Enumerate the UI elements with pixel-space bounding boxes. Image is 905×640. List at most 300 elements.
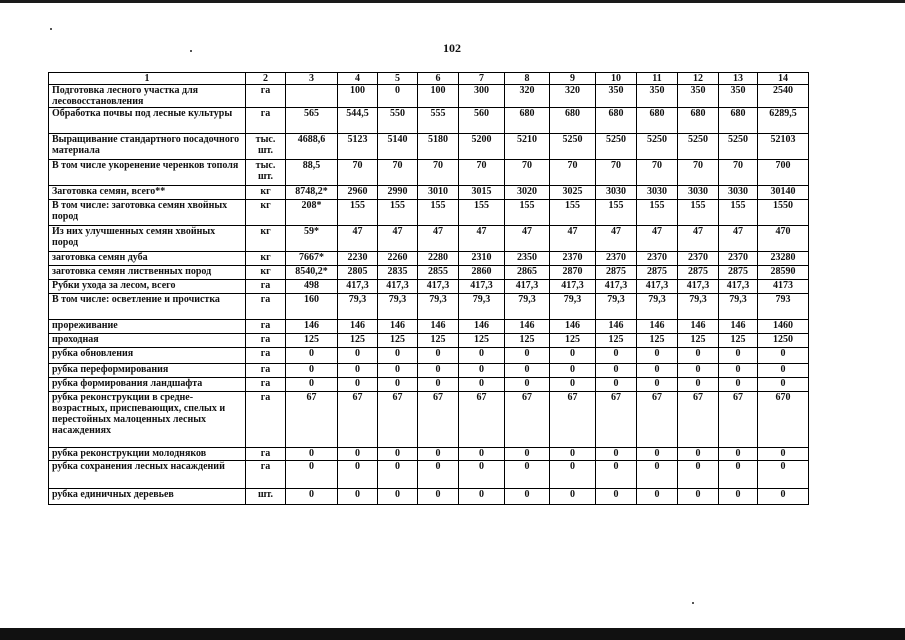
value-cell: 70 [418, 160, 459, 186]
value-cell: 88,5 [286, 160, 338, 186]
value-cell: 417,3 [378, 280, 418, 294]
value-cell: 0 [637, 489, 678, 505]
value-cell: 0 [505, 364, 550, 378]
value-cell: 208* [286, 200, 338, 226]
value-cell: 70 [637, 160, 678, 186]
column-header: 11 [637, 73, 678, 85]
row-label: В том числе: заготовка семян хвойных пород [49, 200, 246, 226]
value-cell: 155 [678, 200, 719, 226]
value-cell: 155 [637, 200, 678, 226]
value-cell: 2875 [678, 266, 719, 280]
value-cell: 47 [459, 226, 505, 252]
value-cell: 417,3 [637, 280, 678, 294]
value-cell: 0 [338, 378, 378, 392]
value-cell: 70 [505, 160, 550, 186]
value-cell: 0 [550, 378, 596, 392]
value-cell: 146 [459, 320, 505, 334]
table-row [49, 85, 809, 108]
row-label: В том числе укоренение черенков тополя [49, 160, 246, 186]
unit-cell: га [246, 280, 286, 294]
value-cell: 0 [596, 364, 637, 378]
value-cell: 0 [338, 461, 378, 489]
value-cell: 5250 [596, 134, 637, 160]
table-row [49, 320, 809, 334]
column-header: 13 [719, 73, 758, 85]
value-cell: 565 [286, 108, 338, 134]
value-cell: 3030 [678, 186, 719, 200]
unit-cell: кг [246, 200, 286, 226]
column-header: 8 [505, 73, 550, 85]
value-cell: 59* [286, 226, 338, 252]
row-label: прореживание [49, 320, 246, 334]
value-cell: 0 [286, 448, 338, 461]
value-cell [286, 85, 338, 108]
value-cell: 5140 [378, 134, 418, 160]
value-cell: 0 [338, 348, 378, 364]
value-cell: 125 [637, 334, 678, 348]
value-cell: 3015 [459, 186, 505, 200]
value-cell: 79,3 [719, 294, 758, 320]
value-cell: 2860 [459, 266, 505, 280]
value-cell: 47 [418, 226, 459, 252]
value-cell: 125 [550, 334, 596, 348]
value-cell: 125 [286, 334, 338, 348]
column-header: 5 [378, 73, 418, 85]
value-cell: 3030 [719, 186, 758, 200]
value-cell: 700 [758, 160, 809, 186]
value-cell: 47 [505, 226, 550, 252]
value-cell: 0 [550, 489, 596, 505]
unit-cell: кг [246, 226, 286, 252]
table-row [49, 489, 809, 505]
value-cell: 0 [596, 348, 637, 364]
value-cell: 0 [758, 364, 809, 378]
value-cell: 3030 [637, 186, 678, 200]
value-cell: 417,3 [719, 280, 758, 294]
value-cell: 8748,2* [286, 186, 338, 200]
value-cell: 320 [505, 85, 550, 108]
value-cell: 0 [550, 348, 596, 364]
column-header: 6 [418, 73, 459, 85]
value-cell: 2960 [338, 186, 378, 200]
value-cell: 417,3 [418, 280, 459, 294]
value-cell: 0 [596, 461, 637, 489]
value-cell: 28590 [758, 266, 809, 280]
table-row [49, 364, 809, 378]
value-cell: 160 [286, 294, 338, 320]
value-cell: 0 [286, 461, 338, 489]
table-row [49, 378, 809, 392]
value-cell: 2230 [338, 252, 378, 266]
value-cell: 300 [459, 85, 505, 108]
value-cell: 0 [505, 378, 550, 392]
value-cell: 52103 [758, 134, 809, 160]
row-label: рубка реконструкции в средне-возрастных, приспевающих, спелых и перестойных малоценных лесных насаждениях [49, 392, 246, 448]
value-cell: 2875 [719, 266, 758, 280]
row-label: Рубки ухода за лесом, всего [49, 280, 246, 294]
value-cell: 2370 [637, 252, 678, 266]
data-table [48, 72, 809, 505]
value-cell: 70 [459, 160, 505, 186]
value-cell: 67 [286, 392, 338, 448]
value-cell: 125 [338, 334, 378, 348]
value-cell: 67 [459, 392, 505, 448]
value-cell: 155 [338, 200, 378, 226]
column-header: 4 [338, 73, 378, 85]
row-label: Подготовка лесного участка для лесовосстановления [49, 85, 246, 108]
unit-cell: га [246, 392, 286, 448]
value-cell: 67 [637, 392, 678, 448]
value-cell: 2260 [378, 252, 418, 266]
value-cell: 2875 [596, 266, 637, 280]
value-cell: 67 [505, 392, 550, 448]
value-cell: 146 [637, 320, 678, 334]
value-cell: 555 [418, 108, 459, 134]
value-cell: 155 [550, 200, 596, 226]
value-cell: 2370 [719, 252, 758, 266]
scan-edge-top [0, 0, 905, 3]
value-cell: 146 [378, 320, 418, 334]
value-cell: 7667* [286, 252, 338, 266]
table-row [49, 334, 809, 348]
value-cell: 70 [596, 160, 637, 186]
value-cell: 79,3 [596, 294, 637, 320]
column-header: 10 [596, 73, 637, 85]
column-header: 9 [550, 73, 596, 85]
value-cell: 0 [378, 85, 418, 108]
unit-cell: га [246, 85, 286, 108]
value-cell: 320 [550, 85, 596, 108]
value-cell: 0 [418, 348, 459, 364]
value-cell: 0 [637, 348, 678, 364]
value-cell: 4173 [758, 280, 809, 294]
column-header: 14 [758, 73, 809, 85]
value-cell: 79,3 [637, 294, 678, 320]
value-cell: 2280 [418, 252, 459, 266]
value-cell: 0 [678, 461, 719, 489]
value-cell: 0 [338, 364, 378, 378]
value-cell: 70 [378, 160, 418, 186]
value-cell: 0 [378, 461, 418, 489]
unit-cell: кг [246, 186, 286, 200]
value-cell: 79,3 [338, 294, 378, 320]
value-cell: 350 [596, 85, 637, 108]
value-cell: 155 [596, 200, 637, 226]
value-cell: 125 [596, 334, 637, 348]
value-cell: 67 [719, 392, 758, 448]
value-cell: 417,3 [550, 280, 596, 294]
value-cell: 70 [550, 160, 596, 186]
value-cell: 0 [637, 448, 678, 461]
value-cell: 3030 [596, 186, 637, 200]
value-cell: 79,3 [678, 294, 719, 320]
value-cell: 67 [596, 392, 637, 448]
row-label: В том числе: осветление и прочистка [49, 294, 246, 320]
scan-speck [190, 50, 192, 52]
value-cell: 0 [459, 378, 505, 392]
value-cell: 70 [678, 160, 719, 186]
value-cell: 0 [338, 489, 378, 505]
value-cell: 2990 [378, 186, 418, 200]
value-cell: 0 [378, 489, 418, 505]
value-cell: 0 [459, 489, 505, 505]
value-cell: 417,3 [338, 280, 378, 294]
value-cell: 0 [719, 348, 758, 364]
value-cell: 5250 [550, 134, 596, 160]
table-row [49, 252, 809, 266]
value-cell: 47 [550, 226, 596, 252]
value-cell: 0 [678, 378, 719, 392]
unit-cell: шт. [246, 489, 286, 505]
value-cell: 0 [505, 448, 550, 461]
value-cell: 0 [758, 489, 809, 505]
value-cell: 100 [418, 85, 459, 108]
value-cell: 2870 [550, 266, 596, 280]
table-row [49, 294, 809, 320]
column-header: 2 [246, 73, 286, 85]
value-cell: 146 [678, 320, 719, 334]
value-cell: 680 [505, 108, 550, 134]
value-cell: 0 [459, 364, 505, 378]
value-cell: 47 [719, 226, 758, 252]
value-cell: 0 [286, 348, 338, 364]
value-cell: 2805 [338, 266, 378, 280]
row-label: Из них улучшенных семян хвойных пород [49, 226, 246, 252]
table-row [49, 392, 809, 448]
value-cell: 146 [719, 320, 758, 334]
column-header: 1 [49, 73, 246, 85]
value-cell: 67 [378, 392, 418, 448]
value-cell: 0 [758, 448, 809, 461]
value-cell: 417,3 [459, 280, 505, 294]
value-cell: 30140 [758, 186, 809, 200]
value-cell: 417,3 [505, 280, 550, 294]
value-cell: 23280 [758, 252, 809, 266]
value-cell: 5180 [418, 134, 459, 160]
value-cell: 2540 [758, 85, 809, 108]
value-cell: 0 [505, 489, 550, 505]
value-cell: 79,3 [459, 294, 505, 320]
value-cell: 350 [637, 85, 678, 108]
value-cell: 47 [596, 226, 637, 252]
row-label: рубка реконструкции молодняков [49, 448, 246, 461]
table-row [49, 448, 809, 461]
value-cell: 0 [286, 364, 338, 378]
value-cell: 680 [637, 108, 678, 134]
value-cell: 0 [338, 448, 378, 461]
table-row [49, 200, 809, 226]
table-row [49, 186, 809, 200]
page-number: 102 [443, 41, 461, 55]
value-cell: 0 [637, 364, 678, 378]
value-cell: 0 [286, 489, 338, 505]
value-cell: 4688,6 [286, 134, 338, 160]
value-cell: 155 [505, 200, 550, 226]
value-cell: 2310 [459, 252, 505, 266]
value-cell: 155 [719, 200, 758, 226]
value-cell: 0 [418, 489, 459, 505]
row-label: рубка единичных деревьев [49, 489, 246, 505]
value-cell: 0 [678, 364, 719, 378]
scan-edge-bottom [0, 628, 905, 640]
value-cell: 0 [596, 448, 637, 461]
value-cell: 498 [286, 280, 338, 294]
value-cell: 3025 [550, 186, 596, 200]
row-label: рубка обновления [49, 348, 246, 364]
value-cell: 79,3 [505, 294, 550, 320]
row-label: рубка формирования ландшафта [49, 378, 246, 392]
value-cell: 100 [338, 85, 378, 108]
value-cell: 0 [758, 461, 809, 489]
value-cell: 5210 [505, 134, 550, 160]
unit-cell: га [246, 378, 286, 392]
value-cell: 3020 [505, 186, 550, 200]
value-cell: 70 [338, 160, 378, 186]
value-cell: 0 [678, 448, 719, 461]
value-cell: 5250 [678, 134, 719, 160]
value-cell: 47 [338, 226, 378, 252]
value-cell: 680 [719, 108, 758, 134]
value-cell: 417,3 [678, 280, 719, 294]
value-cell: 0 [286, 378, 338, 392]
value-cell: 146 [550, 320, 596, 334]
row-label: Обработка почвы под лесные культуры [49, 108, 246, 134]
unit-cell: кг [246, 252, 286, 266]
table-row [49, 461, 809, 489]
row-label: рубка сохранения лесных насаждений [49, 461, 246, 489]
unit-cell: тыс. шт. [246, 134, 286, 160]
value-cell: 125 [678, 334, 719, 348]
value-cell: 0 [550, 364, 596, 378]
value-cell: 155 [418, 200, 459, 226]
value-cell: 0 [719, 489, 758, 505]
unit-cell: га [246, 448, 286, 461]
value-cell: 1550 [758, 200, 809, 226]
value-cell: 5250 [719, 134, 758, 160]
value-cell: 0 [459, 448, 505, 461]
value-cell: 350 [678, 85, 719, 108]
value-cell: 0 [596, 489, 637, 505]
row-label: заготовка семян лиственных пород [49, 266, 246, 280]
value-cell: 2865 [505, 266, 550, 280]
value-cell: 125 [505, 334, 550, 348]
value-cell: 79,3 [418, 294, 459, 320]
value-cell: 6289,5 [758, 108, 809, 134]
column-header: 12 [678, 73, 719, 85]
value-cell: 2370 [596, 252, 637, 266]
value-cell: 0 [505, 461, 550, 489]
value-cell: 680 [678, 108, 719, 134]
value-cell: 0 [378, 364, 418, 378]
value-cell: 0 [459, 348, 505, 364]
unit-cell: га [246, 364, 286, 378]
value-cell: 0 [505, 348, 550, 364]
row-label: Заготовка семян, всего** [49, 186, 246, 200]
value-cell: 67 [550, 392, 596, 448]
value-cell: 0 [418, 461, 459, 489]
value-cell: 67 [338, 392, 378, 448]
table-row [49, 348, 809, 364]
value-cell: 79,3 [378, 294, 418, 320]
header-row [49, 73, 809, 85]
value-cell: 0 [378, 348, 418, 364]
value-cell: 0 [418, 378, 459, 392]
scan-speck [692, 602, 694, 604]
value-cell: 0 [596, 378, 637, 392]
value-cell: 680 [596, 108, 637, 134]
value-cell: 0 [637, 378, 678, 392]
unit-cell: га [246, 461, 286, 489]
value-cell: 0 [637, 461, 678, 489]
value-cell: 125 [719, 334, 758, 348]
value-cell: 0 [719, 461, 758, 489]
table-row [49, 160, 809, 186]
unit-cell: тыс. шт. [246, 160, 286, 186]
value-cell: 146 [505, 320, 550, 334]
value-cell: 5250 [637, 134, 678, 160]
unit-cell: га [246, 294, 286, 320]
value-cell: 417,3 [596, 280, 637, 294]
value-cell: 560 [459, 108, 505, 134]
value-cell: 79,3 [550, 294, 596, 320]
value-cell: 2835 [378, 266, 418, 280]
value-cell: 125 [378, 334, 418, 348]
value-cell: 670 [758, 392, 809, 448]
value-cell: 2350 [505, 252, 550, 266]
value-cell: 5123 [338, 134, 378, 160]
value-cell: 2875 [637, 266, 678, 280]
value-cell: 5200 [459, 134, 505, 160]
value-cell: 1460 [758, 320, 809, 334]
value-cell: 146 [596, 320, 637, 334]
value-cell: 680 [550, 108, 596, 134]
value-cell: 0 [719, 364, 758, 378]
value-cell: 544,5 [338, 108, 378, 134]
table-row [49, 280, 809, 294]
value-cell: 350 [719, 85, 758, 108]
row-label: заготовка семян дуба [49, 252, 246, 266]
value-cell: 0 [719, 448, 758, 461]
value-cell: 0 [758, 348, 809, 364]
value-cell: 0 [418, 364, 459, 378]
table-row [49, 266, 809, 280]
value-cell: 2855 [418, 266, 459, 280]
value-cell: 0 [550, 461, 596, 489]
value-cell: 3010 [418, 186, 459, 200]
value-cell: 155 [378, 200, 418, 226]
value-cell: 1250 [758, 334, 809, 348]
column-header: 3 [286, 73, 338, 85]
row-label: проходная [49, 334, 246, 348]
value-cell: 70 [719, 160, 758, 186]
value-cell: 0 [719, 378, 758, 392]
value-cell: 146 [418, 320, 459, 334]
value-cell: 125 [418, 334, 459, 348]
column-header: 7 [459, 73, 505, 85]
unit-cell: га [246, 108, 286, 134]
scan-speck [50, 28, 52, 30]
value-cell: 155 [459, 200, 505, 226]
value-cell: 47 [678, 226, 719, 252]
value-cell: 125 [459, 334, 505, 348]
unit-cell: га [246, 348, 286, 364]
value-cell: 47 [378, 226, 418, 252]
value-cell: 0 [758, 378, 809, 392]
value-cell: 67 [418, 392, 459, 448]
value-cell: 0 [378, 448, 418, 461]
value-cell: 8540,2* [286, 266, 338, 280]
value-cell: 0 [378, 378, 418, 392]
